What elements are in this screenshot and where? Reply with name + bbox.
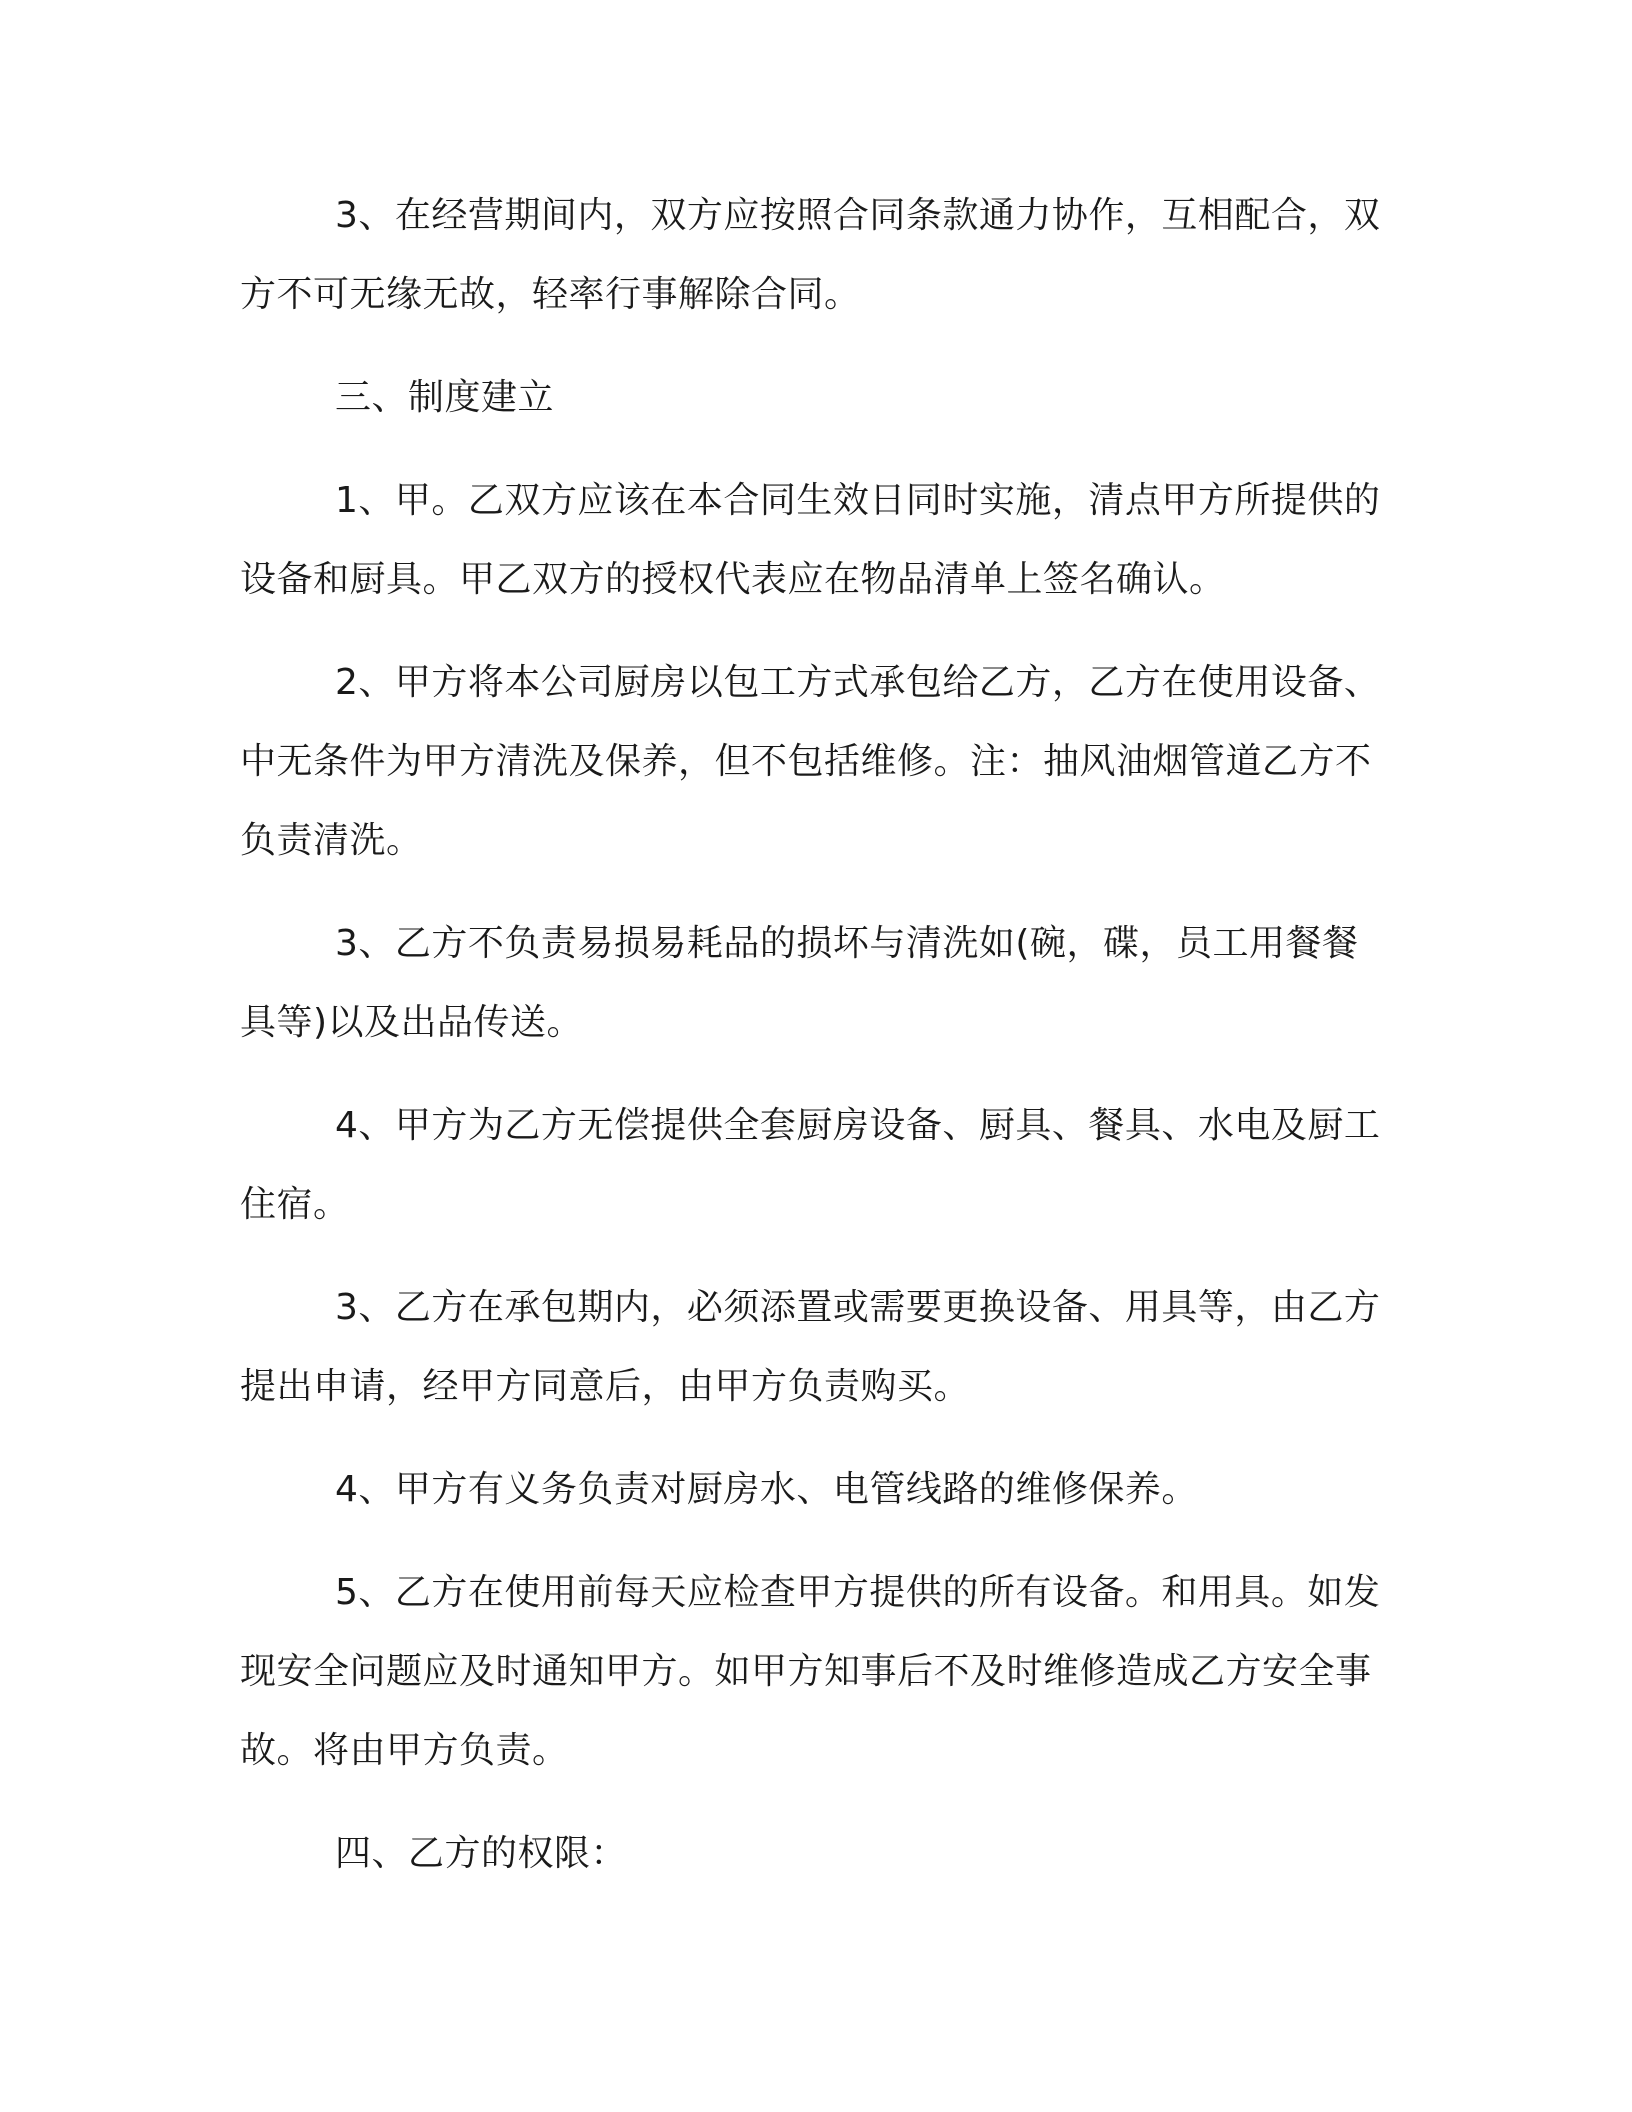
paragraph-equipment-provision: 4、甲方为乙方无偿提供全套厨房设备、厨具、餐具、水电及厨工住宿。 — [240, 1105, 1381, 1225]
paragraph-maintenance: 4、甲方有义务负责对厨房水、电管线路的维修保养。 — [335, 1469, 1198, 1510]
paragraph-safety-check: 5、乙方在使用前每天应检查甲方提供的所有设备。和用具。如发现安全问题应及时通知甲方。如甲方知事后不及时维修造成乙方安全事故。将由甲方负责。 — [240, 1572, 1381, 1771]
paragraph-cooperation: 3、在经营期间内，双方应按照合同条款通力协作，互相配合，双方不可无缘无故，轻率行事解除合同。 — [240, 195, 1381, 315]
section-heading-rights: 四、乙方的权限： — [335, 1833, 628, 1874]
section-heading-system: 三、制度建立 — [335, 377, 555, 418]
paragraph-consumables: 3、乙方不负责易损易耗品的损坏与清洗如(碗，碟，员工用餐餐具等)以及出品传送。 — [240, 923, 1359, 1043]
document-body — [240, 176, 1390, 1917]
paragraph-inventory: 1、甲。乙双方应该在本合同生效日同时实施，清点甲方所提供的设备和厨具。甲乙双方的授权代表应在物品清单上签名确认。 — [240, 480, 1381, 600]
paragraph-contracting: 2、甲方将本公司厨房以包工方式承包给乙方，乙方在使用设备、中无条件为甲方清洗及保养，但不包括维修。注：抽风油烟管道乙方不负责清洗。 — [240, 662, 1381, 861]
paragraph-replacement: 3、乙方在承包期内，必须添置或需要更换设备、用具等，由乙方提出申请，经甲方同意后，由甲方负责购买。 — [240, 1287, 1381, 1407]
